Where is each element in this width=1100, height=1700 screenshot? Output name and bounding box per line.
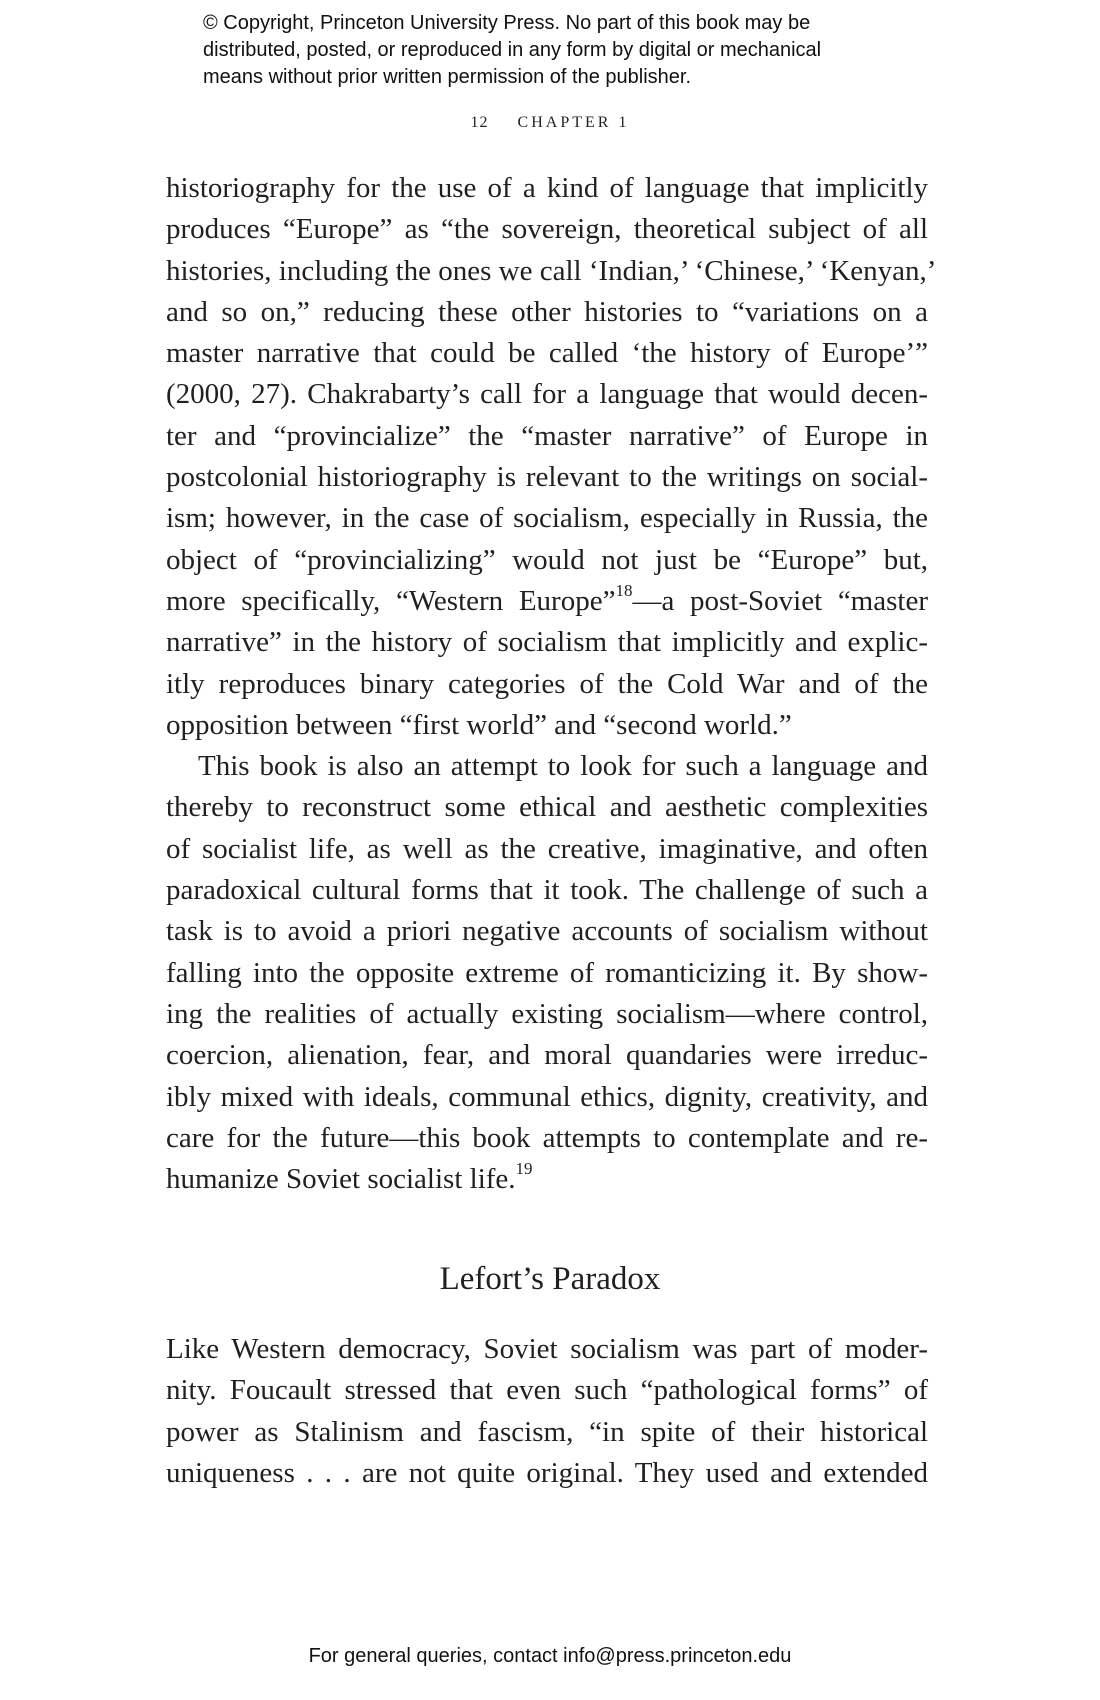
text-line: power as Stalinism and fascism, “in spite of their historical [166, 1415, 928, 1448]
text-line: historiography for the use of a kind of language that implicitly [166, 172, 928, 204]
text-line: (2000, 27). Chakrabarty’s call for a language that would decen- [166, 378, 928, 411]
copyright-line: distributed, posted, or reproduced in any form by digital or mechanical [203, 39, 822, 61]
text-line: narrative” in the history of socialism that implicitly and explic- [166, 626, 928, 659]
copyright-notice [203, 10, 923, 91]
text-line: itly reproduces binary categories of the Cold War and of the [166, 667, 928, 700]
text-line: thereby to reconstruct some ethical and aesthetic complexities [166, 791, 928, 824]
text-line: task is to avoid a priori negative accounts of socialism without [166, 915, 928, 948]
text-line: and so on,” reducing these other histories to “variations on a [166, 295, 928, 328]
section-heading: Lefort’s Paradox [439, 1261, 661, 1297]
text-line: opposition between “first world” and “second world.” [166, 708, 792, 741]
text-line [166, 581, 928, 622]
text-line: ism; however, in the case of socialism, especially in Russia, the [166, 502, 928, 535]
text-fragment: humanize Soviet socialist life. [166, 1163, 516, 1196]
body-text [166, 168, 937, 1200]
copyright-line: means without prior written permission of the publisher. [203, 66, 692, 88]
text-line: nity. Foucault stressed that even such “pathological forms” of [166, 1374, 928, 1407]
footnote-ref-18[interactable]: 18 [615, 581, 633, 601]
footnote-ref-19[interactable]: 19 [515, 1159, 533, 1179]
contact-footer: For general queries, contact info@press.princeton.edu [308, 1645, 792, 1667]
chapter-label: CHAPTER 1 [517, 114, 630, 131]
text-line: of socialist life, as well as the creative, imaginative, and often [166, 832, 928, 865]
text-fragment: more specifically, “Western Europe” [166, 584, 616, 617]
text-line: histories, including the ones we call ‘Indian,’ ‘Chinese,’ ‘Kenyan,’ [166, 254, 937, 287]
text-line: ing the realities of actually existing socialism—where control, [166, 997, 928, 1030]
text-line: uniqueness . . . are not quite original. They used and extended [166, 1456, 928, 1489]
text-line: care for the future—this book attempts to contemplate and re- [166, 1121, 928, 1154]
text-line: coercion, alienation, fear, and moral quandaries were irreduc- [166, 1039, 928, 1072]
text-line: ter and “provincialize” the “master narrative” of Europe in [166, 419, 928, 452]
running-head [0, 114, 1100, 132]
text-line: ibly mixed with ideals, communal ethics, dignity, creativity, and [166, 1080, 928, 1113]
text-line: master narrative that could be called ‘the history of Europe’” [166, 337, 928, 370]
text-line: produces “Europe” as “the sovereign, theoretical subject of all [166, 213, 928, 246]
body-text-section [166, 1329, 928, 1494]
copyright-line: © Copyright, Princeton University Press. No part of this book may be [203, 12, 811, 34]
text-line: paradoxical cultural forms that it took. The challenge of such a [166, 874, 928, 907]
page-number: 12 [470, 114, 489, 131]
text-line [166, 1159, 928, 1200]
text-line: postcolonial historiography is relevant to the writings on social- [166, 461, 928, 494]
text-line: object of “provincializing” would not just be “Europe” but, [166, 543, 928, 576]
text-line: Like Western democracy, Soviet socialism was part of moder- [166, 1333, 928, 1365]
text-fragment: —a post-Soviet “master [632, 584, 928, 617]
text-line: This book is also an attempt to look for such a language and [198, 750, 928, 783]
text-line: falling into the opposite extreme of romanticizing it. By show- [166, 956, 928, 989]
